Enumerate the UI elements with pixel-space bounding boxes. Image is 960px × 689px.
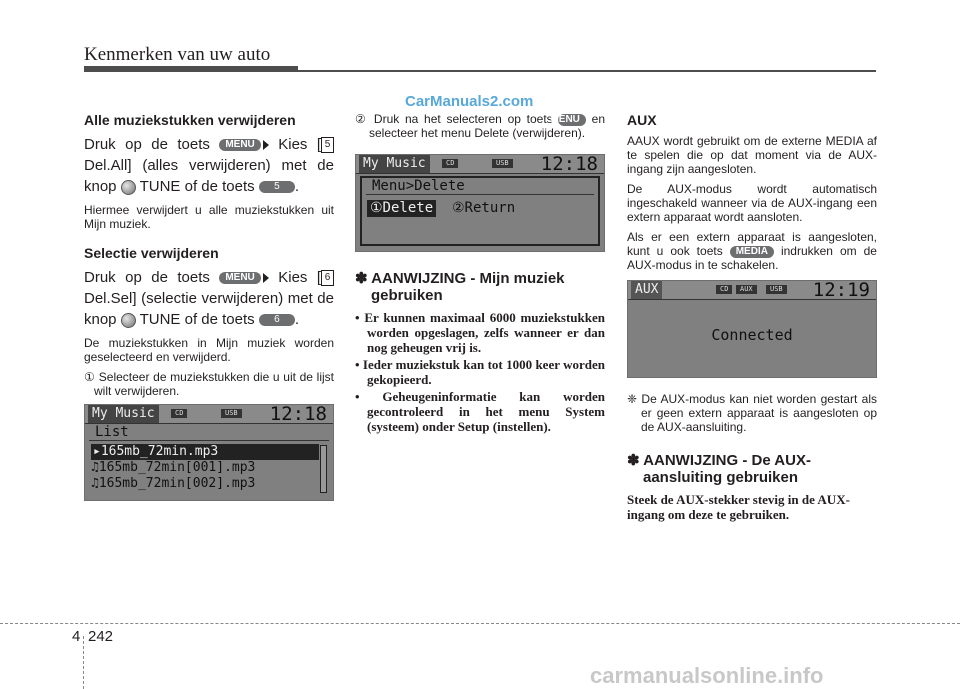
column-left <box>84 108 334 501</box>
scrollbar[interactable] <box>320 445 327 493</box>
step-2: ② Druk na het selecteren op toets MENU en selecteer het menu Delete (verwijderen). <box>355 112 605 140</box>
text-aux-2: De AUX-modus wordt automatisch ingeschakeld wanneer via de AUX-ingang een extern apparaat wordt aansloten. <box>627 182 877 224</box>
tune-knob-icon <box>121 313 136 328</box>
header-bar <box>84 66 298 72</box>
footer-divider <box>83 636 85 689</box>
note-title-aux: ✽ AANWIJZING - De AUX-aansluiting gebruiken <box>627 452 811 486</box>
menu-dialog <box>360 176 600 246</box>
text-aux-warning: ❈ De AUX-modus kan niet worden gestart als er geen extern apparaat is aangesloten op de AUX-aansluiting. <box>627 392 877 434</box>
screen-title: My Music <box>359 155 430 173</box>
button-5-icon: 5 <box>259 181 295 193</box>
list-item: • Geheugeninformatie kan worden gecontroleerd in het menu System (systeem) onder Setup (instellen). <box>355 389 605 434</box>
key-6-icon: 6 <box>321 270 334 286</box>
note-text-aux: Steek de AUX-stekker stevig in de AUX-ingang om deze te gebruiken. <box>627 492 850 522</box>
usb-icon: USB <box>492 159 513 168</box>
list-label: List <box>89 424 329 441</box>
heading-delete-selection: Selectie verwijderen <box>84 245 219 261</box>
screen-clock: 12:18 <box>540 153 598 175</box>
aux-icon: AUX <box>736 285 757 294</box>
list-item[interactable]: ♫165mb_72min[002].mp3 <box>91 476 256 491</box>
note-title-my-music: ✽ AANWIJZING - Mijn muziek gebruiken <box>355 270 565 304</box>
text-delete-all-info: Hiermee verwijdert u alle muziekstukken uit Mijn muziek. <box>84 203 334 231</box>
screen-aux <box>627 280 877 378</box>
heading-aux: AUX <box>627 112 657 128</box>
list-item: • Ieder muziekstuk kan tot 1000 keer worden gekopieerd. <box>355 357 605 387</box>
column-middle <box>355 108 605 436</box>
tune-knob-icon <box>121 180 136 195</box>
cd-icon: CD <box>442 159 458 168</box>
instruction-delete-all: Druk op de toets MENU Kies [ 5 Del.All] (alles verwijderen) met de knop TUNE of de toets 5 . <box>84 136 334 195</box>
screen-clock: 12:18 <box>269 403 327 425</box>
text-delete-selection-info: De muziekstukken in Mijn muziek worden geselecteerd en verwijderd. <box>84 336 334 364</box>
button-6-icon: 6 <box>259 314 295 326</box>
chapter-number: 4 <box>72 628 81 645</box>
breadcrumb: Menu>Delete <box>366 178 594 195</box>
instruction-delete-selection: Druk op de toets MENU Kies [ 6 Del.Sel] (selectie verwijderen) met de knop TUNE of de toets 6 . <box>84 269 334 328</box>
screen-menu-delete <box>355 154 605 252</box>
usb-icon: USB <box>221 409 242 418</box>
watermark-bottom[interactable]: carmanualsonline.info <box>590 663 824 688</box>
menu-option-delete[interactable]: ①Delete <box>367 200 436 217</box>
key-5-icon: 5 <box>321 137 334 153</box>
header-rule <box>298 70 876 72</box>
media-button-icon: MEDIA <box>730 246 774 258</box>
arrow-right-icon <box>263 140 269 150</box>
menu-option-return[interactable]: ②Return <box>452 200 516 216</box>
page-number: 242 <box>88 628 114 645</box>
text-aux-1: AAUX wordt gebruikt om de externe MEDIA af te spelen die op dat moment via de AUX-ingang zijn aangesloten. <box>627 134 877 176</box>
watermark-top[interactable]: CarManuals2.com <box>405 93 534 110</box>
step-1: ① Selecteer de muziekstukken die u uit de lijst wilt verwijderen. <box>84 370 334 398</box>
text-aux-3: Als er een extern apparaat is aangesloten, kunt u ook toets MEDIA indrukken om de AUX-modus in te schakelen. <box>627 230 877 272</box>
heading-delete-all: Alle muziekstukken verwijderen <box>84 112 296 128</box>
screen-title: AUX <box>631 281 662 299</box>
menu-button-icon: MENU <box>558 114 585 126</box>
list-item[interactable]: ▸165mb_72min.mp3 <box>91 444 319 460</box>
menu-button-icon: MENU <box>219 139 260 151</box>
cd-icon: CD <box>716 285 732 294</box>
usb-icon: USB <box>766 285 787 294</box>
arrow-right-icon <box>263 273 269 283</box>
list-item[interactable]: ♫165mb_72min[001].mp3 <box>91 460 256 475</box>
footer-rule <box>0 623 960 624</box>
screen-title: My Music <box>88 405 159 423</box>
column-right <box>627 108 877 522</box>
menu-button-icon: MENU <box>219 272 260 284</box>
screen-my-music-list <box>84 404 334 501</box>
list-item: • Er kunnen maximaal 6000 muziekstukken worden opgeslagen, zelfs wanneer er dan nog geheugen vrij is. <box>355 310 605 355</box>
connection-status: Connected <box>711 326 793 344</box>
header-title: Kenmerken van uw auto <box>84 44 271 65</box>
screen-clock: 12:19 <box>812 279 870 301</box>
cd-icon: CD <box>171 409 187 418</box>
